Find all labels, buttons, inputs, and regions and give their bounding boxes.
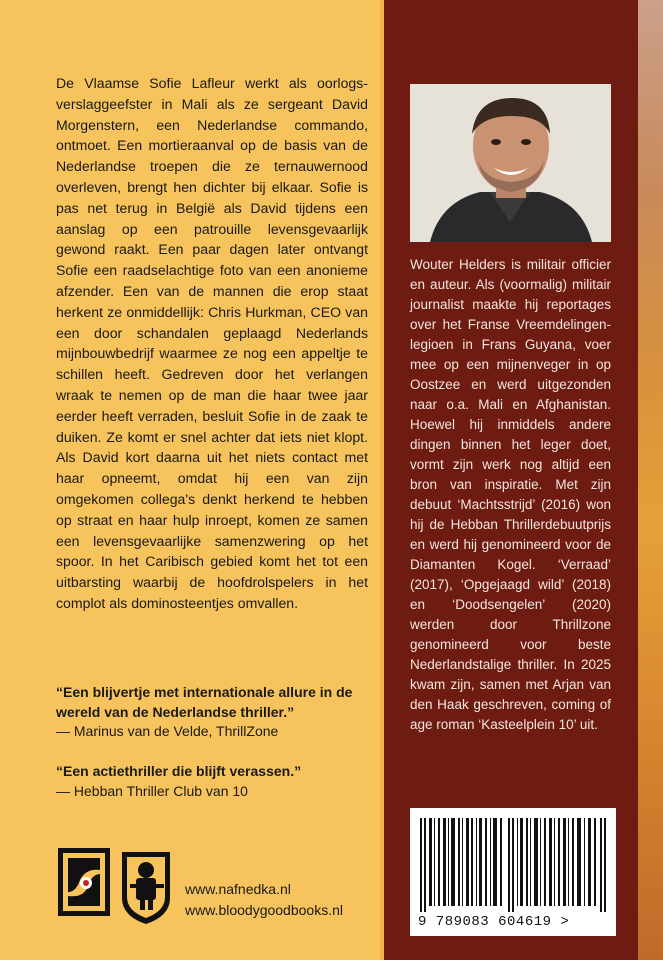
- author-photo: [410, 84, 611, 242]
- url-bloodygoodbooks[interactable]: www.bloodygoodbooks.nl: [185, 902, 343, 918]
- author-bio: Wouter Helders is militair officier en auteur. Als (voormalig) militair journalist maakte hij reportages over het Franse Vreemdelingenlegioen in Frans Guyana, voer mee op een mijnenveger in op Oostzee en werd uitgezonden naar o.a. Mali en Afghanistan. Hoewel hij inmiddels andere dingen binnen het leger doet, vormt zijn werk nog altijd een bron van inspiratie. Met zijn debuut ‘Machtsstrijd’ (2016) won hij de Hebban Thrillerdebuutprijs en werd hij genomineerd voor de Diamanten Kogel. ‘Verraad’ (2017), ‘Opgejaagd wild’ (2018) en ‘Doodsengelen’ (2020) werden door Thrillzone genomineerd voor beste Nederlandstalige thriller. In 2025 kwam zijn, samen met Arjan van den Haak geschreven, coming of age roman ‘Kasteelplein 10’ uit.: [410, 257, 611, 732]
- spine-edge: [638, 0, 663, 960]
- bloody-good-books-logo-icon: [118, 846, 174, 926]
- barcode-bars: [420, 818, 608, 912]
- review-quote-2-text: “Een actiethriller die blijft verassen.”: [56, 763, 302, 779]
- review-quote-2-source: — Hebban Thriller Club van 10: [56, 782, 248, 799]
- isbn-barcode: [410, 808, 616, 936]
- publisher-urls: [185, 879, 343, 921]
- synopsis-text: De Vlaamse Sofie Lafleur werkt als oorlogsverslaggeefster in Mali als ze sergeant David Morgenstern, een Nederlandse commando, ontmoet. Een mortieraanval op de basis van de Nederlandse troepen die ze ternauwernood overleven, brengt hen dichter bij elkaar. Sofie is pas net terug in België als David tijdens een aanslag op een patrouille levensgevaarlijk gewond raakt. Een paar dagen later ontvangt Sofie een raadselachtige foto van een anonieme afzender. Een van de mannen die erop staat herkent ze onmiddellijk: Chris Hurkman, CEO van een door schandalen geplaagd Nederlands mijnbouwbedrijf waarmee ze nog een appeltje te schillen heeft. Gedreven door het verlangen wraak te nemen op de man die haar twee jaar eerder heeft verraden, besluit Sofie in de zaak te duiken. Ze komt er snel achter dat iets niet klopt. Als David kort daarna uit het niets contact met haar opneemt, omdat hij een van zijn omgekomen collega's denkt herkend te hebben op straat en haar hulp inroept, komen ze samen een levensgevaarlijke samenzwering op het spoor. In het Caribisch gebied komt het tot een uitbarsting waarbij de hoofdrolspelers in het complot als dominosteentjes omvallen.: [56, 75, 368, 611]
- review-quote-1-text: “Een blijvertje met internationale allure in de wereld van de Nederlandse thriller.”: [56, 684, 353, 720]
- nafnedka-logo-icon: [56, 846, 112, 918]
- review-quote-1-source: — Marinus van de Velde, ThrillZone: [56, 723, 279, 739]
- review-quote-2: [56, 762, 376, 801]
- url-nafnedka[interactable]: www.nafnedka.nl: [185, 881, 291, 897]
- isbn-number: 9 789083 604619 >: [418, 914, 570, 930]
- review-quote-1: [56, 683, 376, 742]
